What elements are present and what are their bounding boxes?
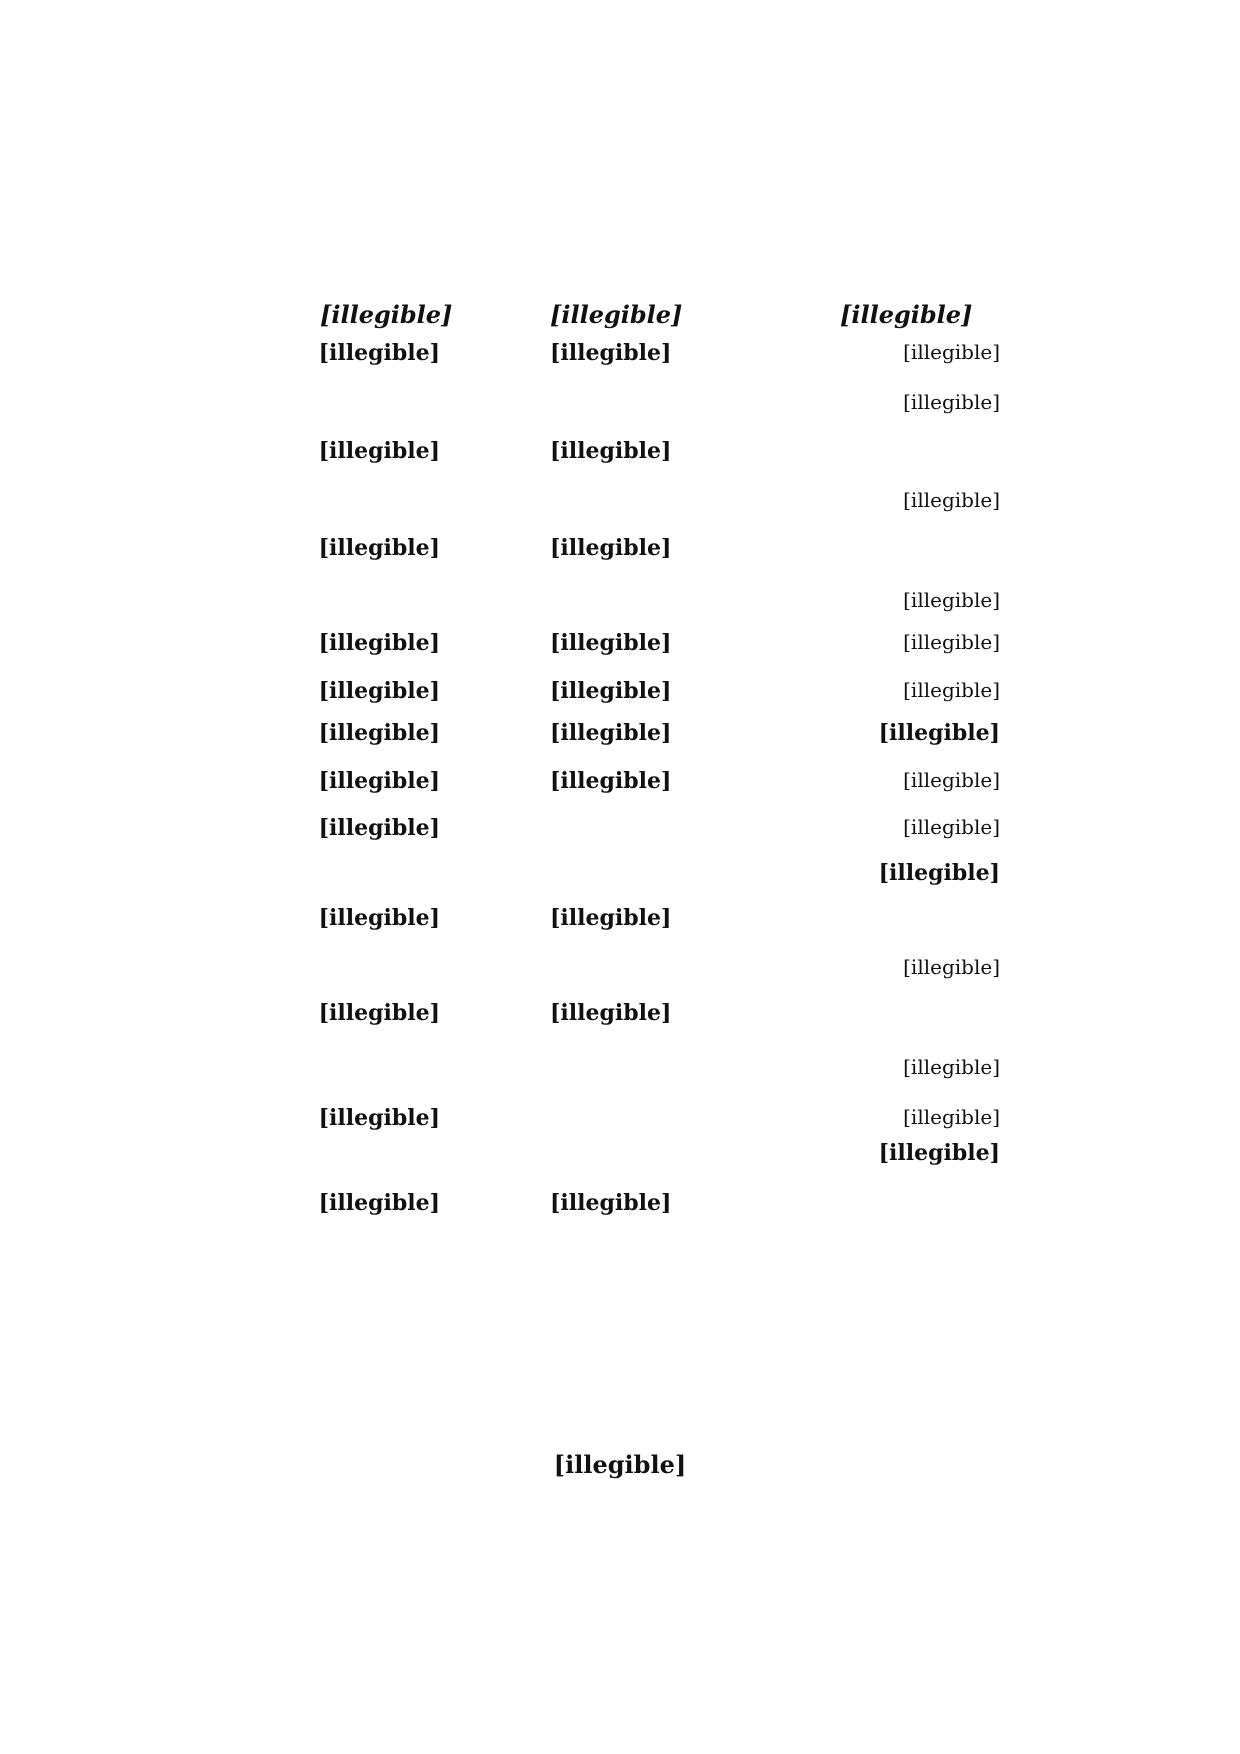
chapter-heading: [illegible] [878, 720, 1000, 746]
index-row [300, 1105, 1000, 1145]
commentary-ref: [illegible] [318, 768, 440, 794]
book-ref: [illegible] [550, 438, 672, 464]
index-row [300, 535, 1000, 575]
chapter-entry: [illegible] [903, 955, 1000, 979]
index-row [300, 340, 1000, 380]
commentary-ref: [illegible] [318, 438, 440, 464]
chapter-entry: [illegible] [903, 630, 1000, 654]
index-page [300, 300, 1000, 1500]
index-row [300, 768, 1000, 808]
chapter-entry: [illegible] [903, 588, 1000, 612]
index-row [300, 720, 1000, 760]
book-ref: [illegible] [550, 720, 672, 746]
index-row [300, 630, 1000, 670]
commentary-ref: [illegible] [318, 535, 440, 561]
book-ref: [illegible] [550, 768, 672, 794]
book-ref: [illegible] [550, 905, 672, 931]
index-row [300, 588, 1000, 628]
index-row [300, 1000, 1000, 1040]
index-row [300, 905, 1000, 945]
index-row [300, 860, 1000, 900]
index-row [300, 488, 1000, 528]
commentary-ref: [illegible] [318, 678, 440, 704]
chapter-entry: [illegible] [903, 488, 1000, 512]
book-ref: [illegible] [550, 340, 672, 366]
commentary-ref: [illegible] [318, 815, 440, 841]
index-row [300, 1055, 1000, 1095]
chapter-column-header: [illegible] [840, 300, 973, 329]
book-ref: [illegible] [550, 678, 672, 704]
index-row [300, 390, 1000, 430]
commentary-column-header: [illegible] [320, 300, 453, 329]
index-row [300, 955, 1000, 995]
commentary-ref: [illegible] [318, 720, 440, 746]
index-row [300, 815, 1000, 855]
book-column-header: [illegible] [550, 300, 683, 329]
commentary-ref: [illegible] [318, 1190, 440, 1216]
chapter-heading: [illegible] [878, 860, 1000, 886]
chapter-heading: [illegible] [878, 1140, 1000, 1166]
book-ref: [illegible] [550, 630, 672, 656]
chapter-entry: [illegible] [903, 390, 1000, 414]
book-ref: [illegible] [550, 1000, 672, 1026]
commentary-ref: [illegible] [318, 630, 440, 656]
index-row [300, 678, 1000, 718]
chapter-entry: [illegible] [903, 768, 1000, 792]
index-row [300, 438, 1000, 478]
book-ref: [illegible] [550, 1190, 672, 1216]
chapter-entry: [illegible] [903, 1105, 1000, 1129]
chapter-entry: [illegible] [903, 678, 1000, 702]
book-ref: [illegible] [550, 535, 672, 561]
commentary-ref: [illegible] [318, 1000, 440, 1026]
commentary-ref: [illegible] [318, 1105, 440, 1131]
index-row [300, 1140, 1000, 1180]
page-number: [illegible] [553, 1450, 687, 1479]
commentary-ref: [illegible] [318, 340, 440, 366]
index-row [300, 1190, 1000, 1230]
commentary-ref: [illegible] [318, 905, 440, 931]
chapter-entry: [illegible] [903, 1055, 1000, 1079]
chapter-entry: [illegible] [903, 815, 1000, 839]
chapter-entry: [illegible] [903, 340, 1000, 364]
